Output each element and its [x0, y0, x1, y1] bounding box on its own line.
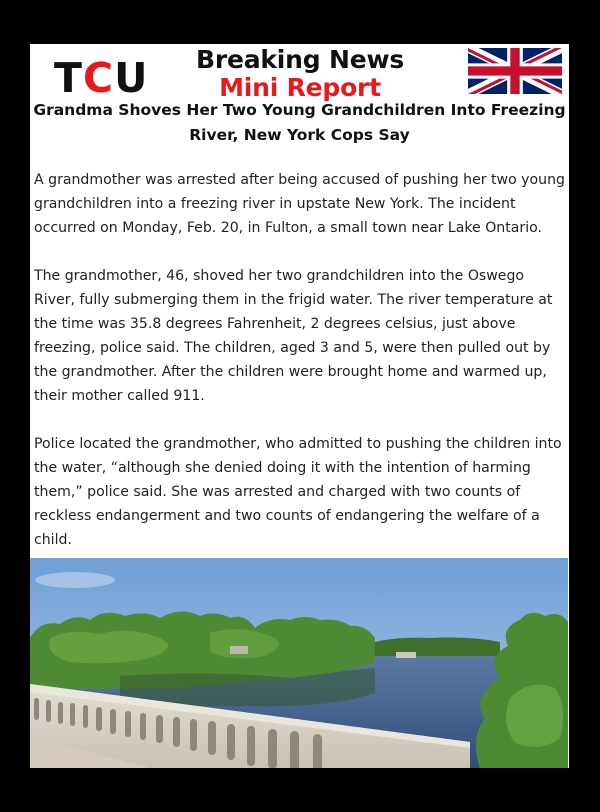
union-jack-flag-icon [468, 48, 562, 94]
masthead-mini-report: Mini Report [219, 73, 381, 102]
logo-letter-t: T [54, 54, 83, 102]
headline-line-1: Grandma Shoves Her Two Young Grandchildren Into Freezing [33, 101, 566, 119]
masthead-breaking-news: Breaking News [195, 45, 405, 74]
article-body [34, 168, 566, 576]
article-headline [30, 98, 569, 148]
headline-line-2: River, New York Cops Say [189, 126, 410, 144]
report-card [30, 44, 569, 768]
article-paragraph-3: Police located the grandmother, who admitted to pushing the children into the water, “although she denied doing it with the intention of harming them,” police said. She was arrested and charged with two counts of reckless endangerment and two counts of endangering the welfare of a child. [34, 436, 562, 548]
tcu-logo [54, 54, 148, 102]
logo-letter-u: U [114, 54, 149, 102]
article-paragraph-1: A grandmother was arrested after being accused of pushing her two young grandchildren into a freezing river in upstate New York. The incident occurred on Monday, Feb. 20, in Fulton, a small town near Lake Ontario. [34, 172, 565, 236]
masthead [160, 44, 440, 101]
river-bridge-photo [30, 558, 568, 768]
article-paragraph-2: The grandmother, 46, shoved her two grandchildren into the Oswego River, fully submerging them in the frigid water. The river temperature at the time was 35.8 degrees Fahrenheit, 2 degrees celsius, just above freezing, police said. The children, aged 3 and 5, were then pulled out by the grandmother. After the children were brought home and warmed up, their mother called 911. [34, 268, 553, 404]
logo-letter-c: C [82, 54, 115, 102]
